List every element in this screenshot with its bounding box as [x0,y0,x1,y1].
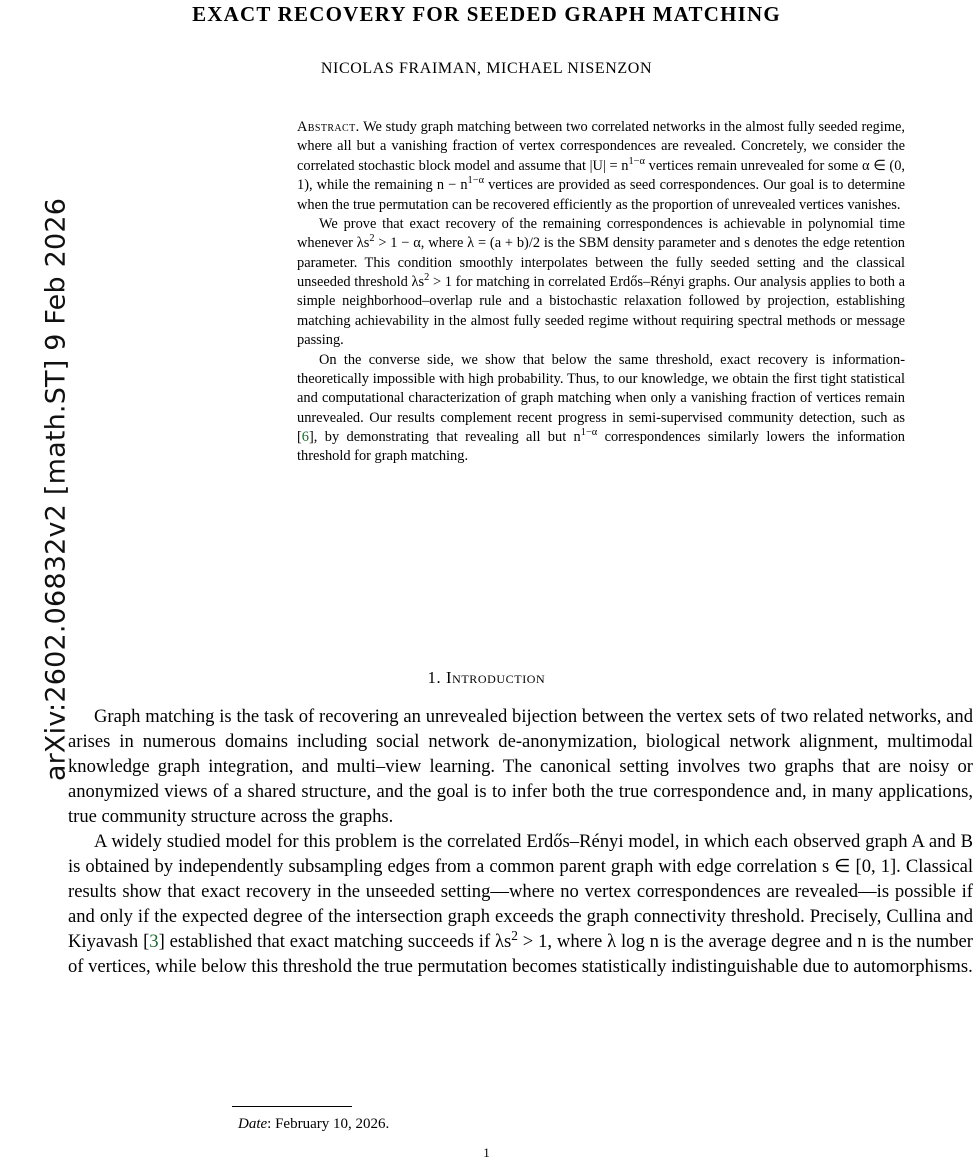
body-text-block [68,704,973,979]
abstract-p2-exponent-2: 2 [424,272,430,284]
citation-link-6[interactable]: 6 [301,429,309,445]
body-paragraph-2 [68,829,973,979]
footnote-divider [232,1106,352,1107]
abstract-block [297,118,905,467]
abstract-label: Abstract. [297,119,360,135]
abstract-p1-exponent-2: 1−α [467,175,484,187]
abstract-paragraph-3 [297,351,905,467]
body-p2-text-a: A widely studied model for this problem is the correlated Erdős–Rényi model, in which each observed graph A and B is obtained by independently subsampling edges from a common parent graph with edge correlation s ∈ [0, 1]. Classical results show that exact recovery in the unseeded setting—where no vertex correspondences are revealed—is possible if and only if the expected degree of the intersection graph exceeds the graph connectivity threshold. Precisely, Cullina and Kiyavash [ [68,831,973,952]
date-value: : February 10, 2026. [267,1116,390,1132]
abstract-paragraph-1 [297,118,905,215]
abstract-p2-exponent-1: 2 [369,233,375,245]
abstract-p3-exponent: 1−α [580,427,598,439]
section-title: Introduction [445,668,546,687]
page-number: 1 [483,1145,490,1160]
body-paragraph-1: Graph matching is the task of recovering an unrevealed bijection between the vertex sets of two related networks, and arises in numerous domains including social network de-anonymization, biological network alignment, multimodal knowledge graph integration, and multi–view learning. The canonical setting involves two graphs that are noisy or anonymized views of a shared structure, and the goal is to infer both the true correspondence and, in many applications, true community structure across the graphs. [68,706,973,827]
author-list: NICOLAS FRAIMAN, MICHAEL NISENZON [320,60,653,77]
abstract-p2-text-c: > 1 for matching in correlated Erdős–Rényi graphs. Our analysis applies to both a simple neighborhood–overlap rule and a bistochastic relaxation followed by projection, establishing matching achievability in the almost fully seeded regime without requiring spectral methods or message passing. [297,274,906,349]
arxiv-identifier-stamp: arXiv:2602.06832v2 [math.ST] 9 Feb 2026 [40,197,72,782]
abstract-p1-text-a: We study graph matching between two correlated networks in the almost fully seeded regime, where all but a vanishing fraction of vertex correspondences are revealed. Concretely, we consider the correlated stochastic block model and assume that |U| = n [297,119,905,174]
citation-link-3[interactable]: 3 [149,931,159,952]
body-p2-text-c: > 1, where λ log n is the average degree and n is the number of vertices, while below this threshold the true permutation becomes statistically indistinguishable due to automorphisms. [68,931,973,977]
abstract-p2-text-b: > 1 − α, where λ = (a + b)/2 is the SBM density parameter and s denotes the edge retention parameter. This condition smoothly interpolates between the fully seeded setting and the classical unseeded threshold λs [297,235,905,290]
body-p2-exponent: 2 [511,927,518,943]
abstract-p1-text-c: vertices are provided as seed correspondences. Our goal is to determine when the true permutation can be recovered efficiently as the proportion of unrevealed vertices vanishes. [297,177,906,213]
section-number: 1. [427,668,442,687]
abstract-p3-text-c: correspondences similarly lowers the information threshold for graph matching. [297,429,905,465]
abstract-p1-text-b: vertices remain unrevealed for some α ∈ (0, 1), while the remaining n − n [297,157,906,194]
section-heading-introduction [0,668,973,688]
body-p2-text-b: ] established that exact matching succeeds if λs [158,931,512,952]
page-title: EXACT RECOVERY FOR SEEDED GRAPH MATCHING [192,2,781,26]
footnote-date [238,1116,389,1133]
date-label: Date [238,1116,268,1132]
abstract-p1-exponent-1: 1−α [628,155,645,167]
abstract-p2-text-a: We prove that exact recovery of the remaining correspondences is achievable in polynomial time whenever λs [297,215,905,252]
abstract-p3-text-a: On the converse side, we show that below the same threshold, exact recovery is information-theoretically impossible with high probability. Thus, to our knowledge, we obtain the first tight statistical and computational characterization of graph matching when only a vanishing fraction of vertices remain unrevealed. Our results complement recent progress in semi-supervised community detection, such as [ [297,351,905,445]
abstract-p3-text-b: ], by demonstrating that revealing all but n [309,429,581,445]
abstract-paragraph-2 [297,215,905,351]
